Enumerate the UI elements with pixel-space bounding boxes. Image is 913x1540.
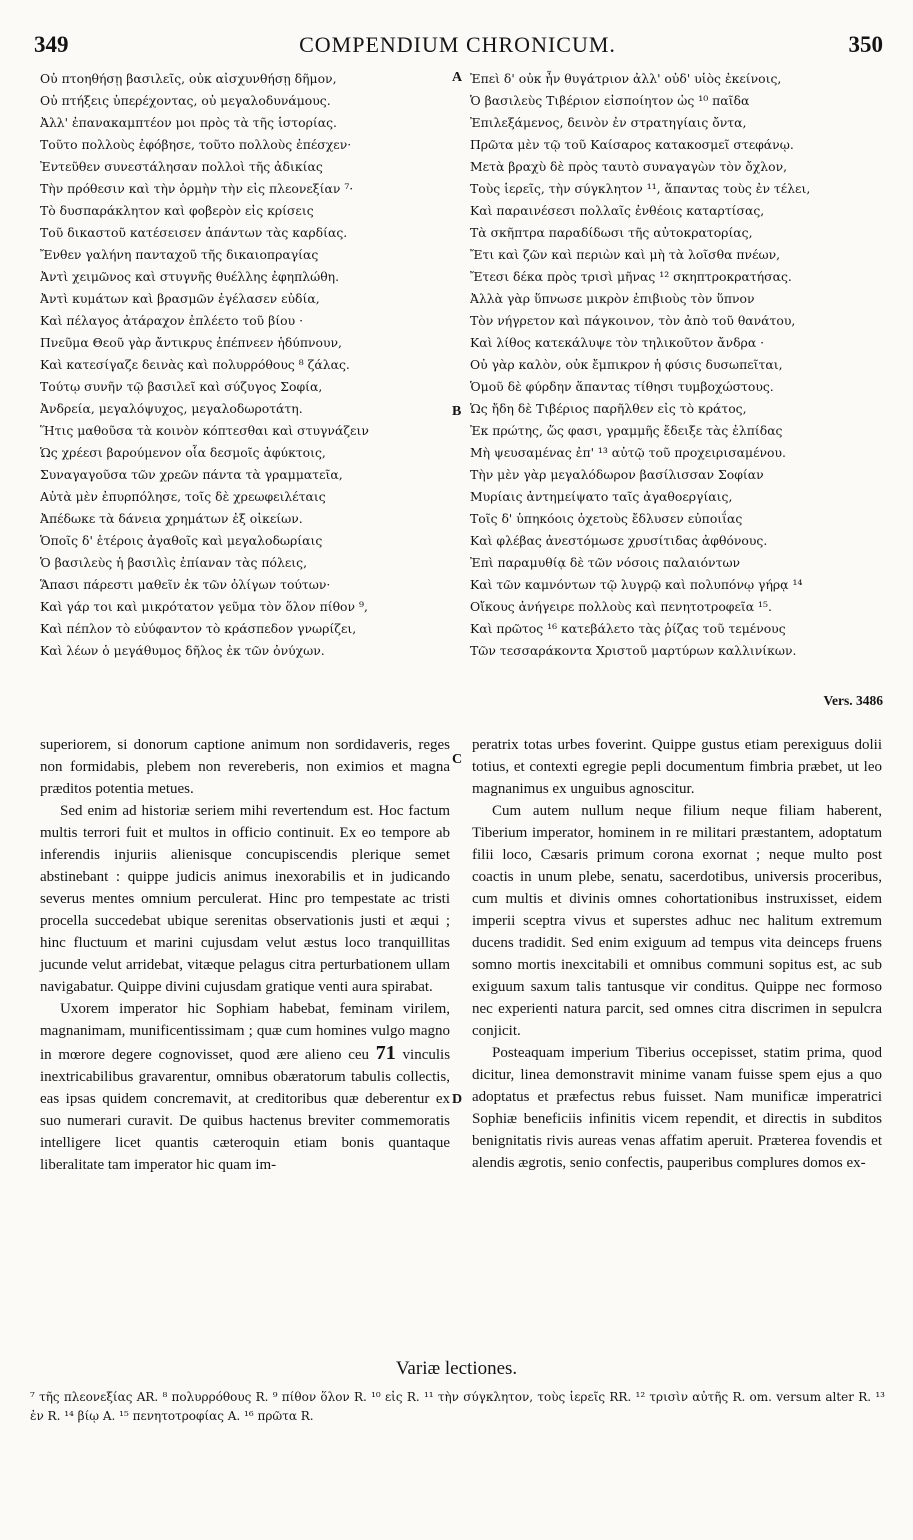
verse-line: Αὐτὰ μὲν ἐπυρπόλησε, τοῖς δὲ χρεωφειλέταις <box>40 489 326 504</box>
verse-line: Καὶ πέλαγος ἀτάραχον ἐπλέετο τοῦ βίου · <box>40 313 304 328</box>
verse-line: Τὰ σκῆπτρα παραδίδωσι τῆς αὐτοκρατορίας, <box>470 225 753 240</box>
verse-line: Οἴκους ἀνήγειρε πολλοὺς καὶ πενητοτροφεῖα ¹⁵. <box>470 599 772 614</box>
latin-paragraph: Sed enim ad historiӕ seriem mihi revertendum est. Hoc factum multis terrori fuit et multos in officio continuit. Ex eo tempore ab inferendis injuriis alienisque concupiscendis plerique semet abstinebant : quippe judicis animus inexorabilis et in judicando severus mentes omnium perculerat. Hinc pro tempestate ac tristi procella succedebat ubique serenitas observationis justi et ӕqui ; hinc fluctuum et marini cujusdam velut ӕstus loco tranquillitas jucunde velut arridebat, vitӕque pelagus citra perturbationem ullam navigabatur. Quippe divini cujusdam gratique venti aura spirabat. <box>40 803 450 995</box>
verse-line: Τὸ δυσπαράκλητον καὶ φοβερὸν εἰς κρίσεις <box>40 203 314 218</box>
verse-line: Ὁ βασιλεὺς ἡ βασιλὶς ἐπίαναν τὰς πόλεις, <box>40 555 308 570</box>
page-number-left: 349 <box>34 32 69 57</box>
verse-line: Τοῖς δ' ὑπηκόοις ὀχετοὺς ἔδλυσεν εὐποιΐας <box>470 511 743 526</box>
margin-marker-d: D <box>452 1092 463 1107</box>
margin-marker-c: C <box>452 752 463 767</box>
latin-paragraph: peratrix totas urbes foverint. Quippe gustus etiam perexiguus dolii totius, et contexti egregie pepli documentum fimbria prӕbet, ut leo magnanimus ex unguibus agnoscitur. <box>472 737 882 797</box>
verse-line: Πρῶτα μὲν τῷ τοῦ Καίσαρος κατακοσμεῖ στεφάνῳ. <box>470 137 794 152</box>
verse-line: Ἔτεσι δέκα πρὸς τρισὶ μῆνας ¹² σκηπτροκρατήσας. <box>470 269 792 284</box>
latin-paragraph <box>40 998 450 1176</box>
verse-line: Ἀνδρεία, μεγαλόψυχος, μεγαλοδωροτάτη. <box>40 401 303 416</box>
verse-line: Οὐ γὰρ καλὸν, οὐκ ἔμπικρον ἡ φύσις δυσωπεῖται, <box>470 357 783 372</box>
verse-reference: Vers. 3486 <box>823 693 883 708</box>
verse-line: Ἐπὶ παραμυθίᾳ δὲ τῶν νόσοις παλαιόντων <box>470 555 741 570</box>
latin-translation-left-column <box>40 734 450 1176</box>
verse-line: Πνεῦμα Θεοῦ γὰρ ἄντικρυς ἐπέπνεεν ἡδύπνουν, <box>40 335 342 350</box>
verse-line: Καὶ τῶν καμνόντων τῷ λυγρῷ καὶ πολυπόνῳ γήρᾳ ¹⁴ <box>470 577 803 592</box>
verse-line: Ἔνθεν γαλήνη πανταχοῦ τῆς δικαιοπραγίας <box>40 247 319 262</box>
verse-line: Καὶ φλέβας ἀνεστόμωσε χρυσίτιδας ἀφθόνους. <box>470 533 768 548</box>
verse-line: Τούτῳ συνῆν τῷ βασιλεῖ καὶ σύζυγος Σοφία, <box>40 379 323 394</box>
verse-line: Ὡς ἤδη δὲ Τιβέριος παρῆλθεν εἰς τὸ κράτος, <box>470 401 747 416</box>
verse-line: Ὁ βασιλεὺς Τιβέριον εἰσποίητον ὡς ¹⁰ παῖδα <box>470 93 750 108</box>
verse-line: Μετὰ βραχὺ δὲ πρὸς ταυτὸ συναγαγὼν τὸν ὄχλον, <box>470 159 788 174</box>
verse-line: Ἐντεῦθεν συνεστάλησαν πολλοὶ τῆς ἀδικίας <box>40 159 323 174</box>
verse-line: Καὶ λέων ὁ μεγάθυμος δῆλος ἐκ τῶν ὀνύχων. <box>40 643 325 658</box>
verse-line: Μὴ ψευσαμένας ἐπ' ¹³ αὐτῷ τοῦ προχειρισαμένου. <box>470 445 786 460</box>
verse-line: Τῶν τεσσαράκοντα Χριστοῦ μαρτύρων καλλινίκων. <box>470 643 797 658</box>
running-title: COMPENDIUM CHRONICUM. <box>299 32 616 57</box>
verse-line: Καὶ πρῶτος ¹⁶ κατεβάλετο τὰς ῥίζας τοῦ τεμένους <box>470 621 786 636</box>
verse-line: Ὁμοῦ δὲ φύρδην ἅπαντας τίθησι τυμβοχώστους. <box>470 379 774 394</box>
latin-paragraph: Posteaquam imperium Tiberius occepisset, statim prima, quod dicitur, linea demonstravit minime vanam fuisse spem ejus a quo adoptatus et prӕfectus rebus fuisset. Nam munificӕ imperatrici Sophiӕ beneficiis infinitis vicem rependit, et directis in subditos benignitatis rivis aureas venas affatim aperuit. Prӕterea fovendis et alendis ӕgrotis, senio confectis, pauperibus complures domos ex- <box>472 1045 882 1171</box>
page-number-right: 350 <box>848 32 883 57</box>
verse-line: Καὶ πέπλον τὸ εὐύφαντον τὸ κράσπεδον γνωρίζει, <box>40 621 357 636</box>
verse-line: Οὐ πτήξεις ὑπερέχοντας, οὐ μεγαλοδυνάμους. <box>40 93 331 108</box>
verse-line: Καὶ λίθος κατεκάλυψε τὸν τηλικοῦτον ἄνδρα · <box>470 335 765 350</box>
latin-text: Uxorem imperator hic Sophiam habebat, feminam virilem, magnanimam, munificentissimam ; quӕ cum homines vulgo magno in mœrore degere cognovisset, quod ӕre alieno ceu <box>40 1001 450 1063</box>
latin-text: vinculis inextricabilibus gravarentur, omnibus obӕratorum tabulis collectis, eas ipsas quidem concremavit, at creditoribus quӕ deberentur ex suo numerari curavit. De quibus hactenus breviter commemoratis intelligere licet quantis cӕteroquin etiam bonis quantaque liberalitate tam imperator hic quam im- <box>40 1047 451 1173</box>
verse-line: Μυρίαις ἀντημείψατο ταῖς ἀγαθοεργίαις, <box>470 489 733 504</box>
verse-line: Ἀλλὰ γὰρ ὕπνωσε μικρὸν ἐπιβιοὺς τὸν ὕπνον <box>470 291 755 306</box>
verse-line: Ἀλλ' ἐπανακαμπτέον μοι πρὸς τὰ τῆς ἱστορίας. <box>40 115 337 130</box>
verse-line: Ἀπέδωκε τὰ δάνεια χρημάτων ἐξ οἰκείων. <box>40 511 303 526</box>
latin-paragraph: superiorem, si donorum captione animum non sordidaveris, reges non formidabis, plebem non revereberis, non eximios et magna prӕditos potentia metues. <box>40 737 450 797</box>
verse-line: Καὶ παραινέσεσι πολλαῖς ἐνθέοις καταρτίσας, <box>470 203 765 218</box>
variae-lectiones-heading: Variӕ lectiones. <box>395 1358 518 1379</box>
verse-line: Συναγαγοῦσα τῶν χρεῶν πάντα τὰ γραμματεῖα, <box>40 467 343 482</box>
verse-line: Ἅπασι πάρεστι μαθεῖν ἐκ τῶν ὀλίγων τούτων· <box>40 577 331 592</box>
verse-line: Καὶ κατεσίγαζε δεινὰς καὶ πολυρρόθους ⁸ ζάλας. <box>40 357 350 372</box>
verse-line: Ἀντὶ κυμάτων καὶ βρασμῶν ἐγέλασεν εὐδία, <box>40 291 320 306</box>
verse-line: Τὴν πρόθεσιν καὶ τὴν ὁρμὴν τὴν εἰς πλεονεξίαν ⁷· <box>40 181 354 196</box>
verse-line: Ὡς χρέεσι βαρούμενον οἷα δεσμοῖς ἀφύκτοις, <box>40 445 326 460</box>
margin-marker-a: A <box>452 70 463 85</box>
verse-line: Ἔτι καὶ ζῶν καὶ περιὼν καὶ μὴ τὰ λοῖσθα πνέων, <box>470 247 781 262</box>
verse-line: Οὐ πτοηθήσῃ βασιλεῖς, οὐκ αἰσχυνθήσῃ δῆμον, <box>40 71 337 86</box>
verse-line: Ἐπιλεξάμενος, δεινὸν ἐν στρατηγίαις ὄντα, <box>470 115 747 130</box>
column-number: 71 <box>375 1042 396 1064</box>
verse-line: Καὶ γάρ τοι καὶ μικρότατον γεῦμα τὸν ὅλον πίθον ⁹, <box>40 599 368 614</box>
verse-line: Τὴν μὲν γὰρ μεγαλόδωρον βασίλισσαν Σοφίαν <box>470 467 764 482</box>
margin-marker-b: B <box>452 404 462 419</box>
verse-line: Ἐκ πρώτης, ὥς φασι, γραμμῆς ἔδειξε τὰς ἐλπίδας <box>470 423 783 438</box>
verse-line: Ἐπεὶ δ' οὐκ ἦν θυγάτριον ἀλλ' οὐδ' υἱὸς ἐκείνοις, <box>470 71 782 86</box>
verse-line: Ἥτις μαθοῦσα τὰ κοινὸν κόπτεσθαι καὶ στυγνάζειν <box>40 423 369 438</box>
page-header <box>30 10 885 57</box>
verse-line: Τοῦ δικαστοῦ κατέσεισεν ἁπάντων τὰς καρδίας. <box>40 225 348 240</box>
verse-line: Ἀντὶ χειμῶνος καὶ στυγνῆς θυέλλης ἐφηπλώθη. <box>40 269 340 284</box>
variae-lectiones-notes: ⁷ τῆς πλεονεξίας AR. ⁸ πολυρρόθους R. ⁹ πίθον ὅλον R. ¹⁰ εἰς R. ¹¹ τὴν σύγκλητον, τοὺς ἱερεῖς RR. ¹² τρισὶν αὐτῆς R. om. versum alter R. ¹³ ἐν R. ¹⁴ βίῳ A. ¹⁵ πενητοτροφίας A. ¹⁶ πρῶτα R. <box>30 1390 885 1423</box>
verse-line: Τοὺς ἱερεῖς, τὴν σύγκλητον ¹¹, ἅπαντας τοὺς ἐν τέλει, <box>470 181 811 196</box>
latin-paragraph: Cum autem nullum neque filium neque filiam haberent, Tiberium imperator, hominem in re militari prӕstantem, adoptatum filii loco, Cӕsaris primum corona exornat ; neque multo post coactis in unum plebe, senatu, sacerdotibus, universis proceribus, cum multis et divinis omnes cohortationibus instruxisset, eidem imperii sceptra vivus et superstes adhuc nec halitum extremum ducens tradidit. Sed enim exiguum ad tempus vita deinceps fruens somno mortis inexcitabili et omnibus communi sopitus est, ac sub exiguum saxum talis tantusque vir conditus. Quippe nec formoso nec experienti natura parcit, sed omnes citra discrimen in sepulcra conjicit. <box>472 803 882 1039</box>
verse-line: Τοῦτο πολλοὺς ἐφόβησε, τοῦτο πολλοὺς ἐπέσχεν· <box>40 137 352 152</box>
greek-verse-left-column <box>40 68 450 662</box>
latin-translation-right-column <box>472 734 882 1174</box>
verse-line: Ὁποῖς δ' ἑτέροις ἀγαθοῖς καὶ μεγαλοδωρίαις <box>40 533 323 548</box>
verse-line: Τὸν νήγρετον καὶ πάγκοινον, τὸν ἀπὸ τοῦ θανάτου, <box>470 313 796 328</box>
greek-verse-right-column <box>470 68 890 662</box>
